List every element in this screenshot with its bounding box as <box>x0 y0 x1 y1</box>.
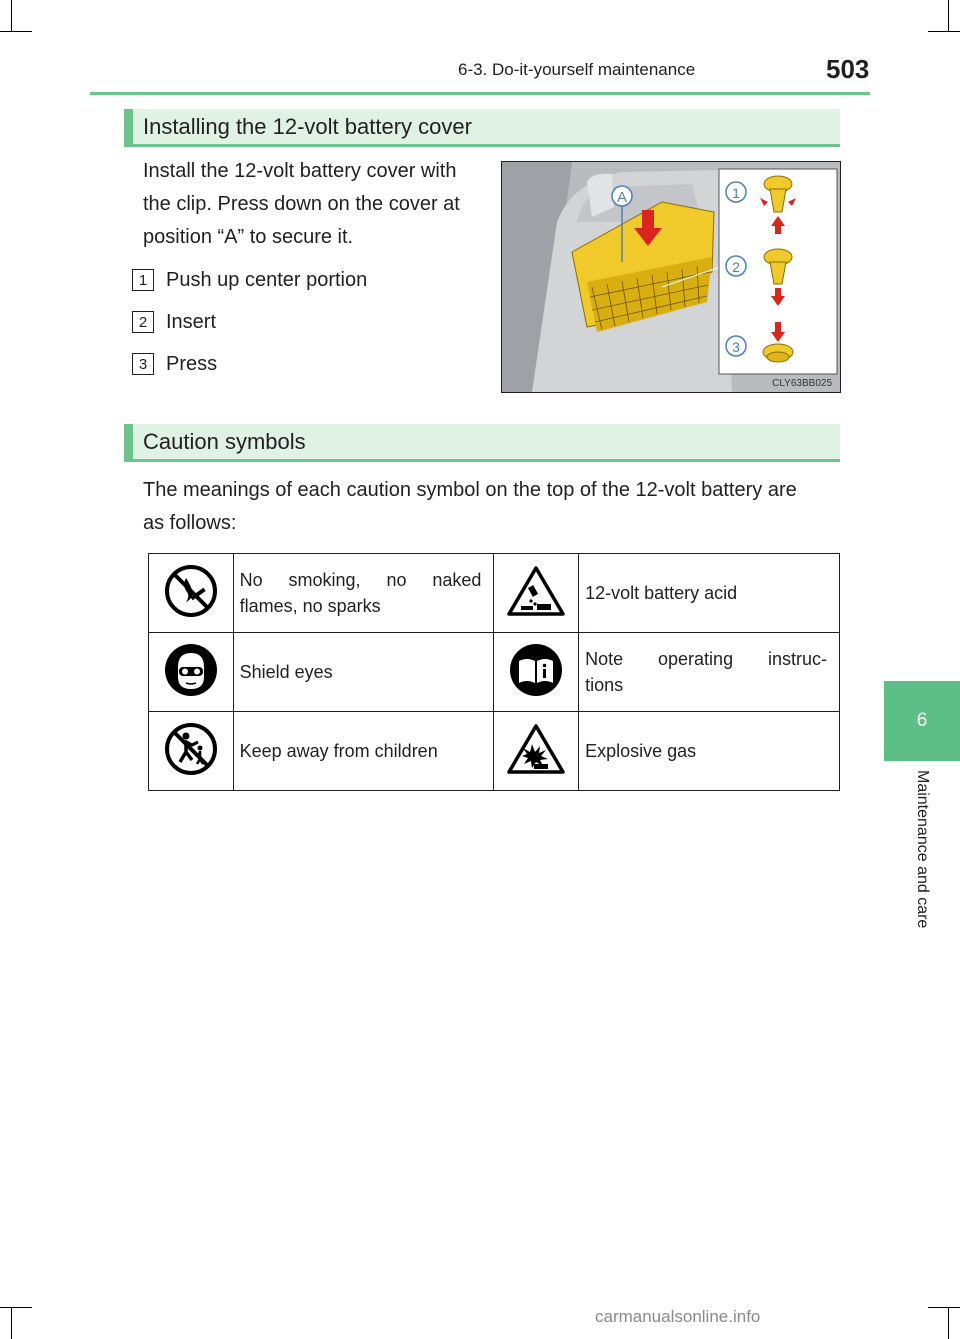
figure-code: CLY63BB025 <box>772 378 832 389</box>
table-row <box>149 712 840 791</box>
intro-line: position “A” to secure it. <box>143 226 354 248</box>
crop-mark <box>928 1307 960 1308</box>
intro-line: as follows: <box>143 512 237 534</box>
battery-cover-illustration <box>502 162 840 392</box>
intro-line: Install the 12-volt battery cover with <box>143 160 457 182</box>
step-item <box>132 310 216 334</box>
step-number: 1 <box>132 269 154 291</box>
watermark: carmanualsonline.info <box>595 1307 761 1326</box>
description-line: No smoking, no naked <box>239 570 482 590</box>
operating-instructions-icon <box>509 643 563 697</box>
intro-line: The meanings of each caution symbol on the top of the 12-volt battery are <box>143 479 797 501</box>
description-line: tions <box>585 675 624 695</box>
chapter-tab <box>884 681 960 761</box>
installing-heading-text: Installing the 12-volt battery cover <box>143 113 472 139</box>
battery-acid-icon <box>506 564 566 618</box>
icon-cell <box>494 554 579 633</box>
step-text: Press <box>166 352 218 375</box>
chapter-number: 6 <box>916 710 928 731</box>
step-item <box>132 268 367 292</box>
symbol-description <box>579 554 840 633</box>
callout-1-label: 1 <box>732 185 740 201</box>
callout-a-label: A <box>616 189 628 206</box>
caution-intro <box>143 474 843 540</box>
crop-mark <box>11 1307 12 1339</box>
page-number: 503 <box>826 54 870 84</box>
step-text: Insert <box>166 310 217 333</box>
symbol-description <box>233 633 494 712</box>
crop-mark <box>948 0 949 32</box>
crop-mark <box>11 0 12 32</box>
crop-mark <box>928 31 960 32</box>
table-row <box>149 554 840 633</box>
chapter-label: Maintenance and care <box>914 770 931 929</box>
section-title: 6-3. Do-it-yourself maintenance <box>458 60 696 79</box>
step-item <box>132 352 217 376</box>
symbol-description <box>233 712 494 791</box>
installing-intro <box>143 155 488 254</box>
shield-eyes-icon <box>164 643 218 697</box>
installing-heading <box>124 109 840 147</box>
battery-cover-figure <box>501 161 841 393</box>
caution-symbols-table <box>148 553 840 791</box>
description-line: Keep away from children <box>239 741 438 761</box>
explosive-gas-icon <box>506 722 566 776</box>
icon-cell <box>494 712 579 791</box>
icon-cell <box>149 633 234 712</box>
description-line: Explosive gas <box>585 741 697 761</box>
description-line: flames, no sparks <box>239 596 381 616</box>
symbol-description <box>579 712 840 791</box>
symbol-description <box>579 633 840 712</box>
caution-heading-text: Caution symbols <box>143 428 306 454</box>
description-line: 12-volt battery acid <box>585 583 738 603</box>
icon-cell <box>149 712 234 791</box>
crop-mark <box>948 1307 949 1339</box>
description-line: Note operating instruc- <box>585 649 827 669</box>
step-number: 3 <box>132 353 154 375</box>
symbol-description <box>233 554 494 633</box>
callout-2-label: 2 <box>732 259 740 275</box>
header-rule <box>90 92 870 95</box>
callout-3-label: 3 <box>732 339 740 355</box>
keep-away-children-icon <box>164 722 218 776</box>
icon-cell <box>149 554 234 633</box>
step-text: Push up center portion <box>166 268 368 291</box>
description-line: Shield eyes <box>239 662 333 682</box>
crop-mark <box>0 31 32 32</box>
no-smoking-icon <box>164 564 218 618</box>
icon-cell <box>494 633 579 712</box>
caution-heading <box>124 424 840 462</box>
intro-line: the clip. Press down on the cover at <box>143 193 460 215</box>
step-number: 2 <box>132 311 154 333</box>
crop-mark <box>0 1307 32 1308</box>
table-row <box>149 633 840 712</box>
